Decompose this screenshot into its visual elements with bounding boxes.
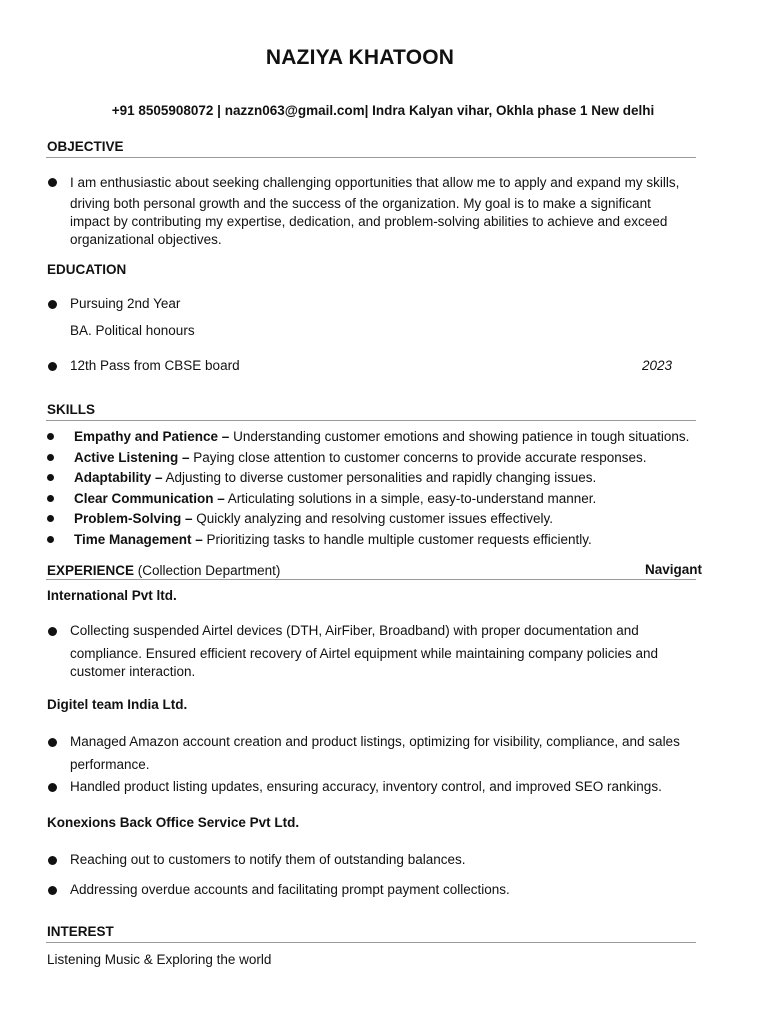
skill-description: Paying close attention to customer concerns to provide accurate responses. bbox=[189, 450, 647, 465]
company-1-name-part-2: International Pvt ltd. bbox=[47, 588, 177, 603]
skill-title: Active Listening – bbox=[74, 450, 190, 465]
objective-line-3: impact by contributing my expertise, dedication, and problem-solving abilities to achieve and exceed bbox=[70, 214, 668, 229]
bullet-icon bbox=[48, 362, 57, 371]
experience-divider bbox=[46, 579, 696, 580]
job-3-item-2: Addressing overdue accounts and facilitating prompt payment collections. bbox=[70, 882, 510, 897]
skill-description: Quickly analyzing and resolving customer issues effectively. bbox=[192, 511, 553, 526]
bullet-icon bbox=[47, 454, 54, 461]
bullet-icon bbox=[48, 300, 57, 309]
skill-description: Prioritizing tasks to handle multiple customer requests efficiently. bbox=[202, 532, 592, 547]
skill-description: Understanding customer emotions and showing patience in tough situations. bbox=[229, 429, 690, 444]
skill-title: Problem-Solving – bbox=[74, 511, 193, 526]
education-item-2: 12th Pass from CBSE board bbox=[70, 358, 240, 373]
bullet-icon bbox=[47, 515, 54, 522]
objective-divider bbox=[46, 157, 696, 158]
bullet-icon bbox=[48, 886, 57, 895]
job-1-line-3: customer interaction. bbox=[70, 664, 196, 679]
experience-heading-row bbox=[47, 562, 280, 581]
experience-heading: EXPERIENCE bbox=[47, 563, 135, 578]
experience-department: (Collection Department) bbox=[134, 563, 281, 578]
skill-title: Empathy and Patience – bbox=[74, 429, 230, 444]
candidate-name: NAZIYA KHATOON bbox=[265, 46, 455, 69]
objective-line-2: driving both personal growth and the success of the organization. My goal is to make a significant bbox=[70, 196, 651, 211]
skill-title: Time Management – bbox=[74, 532, 203, 547]
contact-line: +91 8505908072 | nazzn063@gmail.com| Indra Kalyan vihar, Okhla phase 1 New delhi bbox=[111, 103, 655, 118]
skill-title: Adaptability – bbox=[74, 470, 163, 485]
bullet-icon bbox=[47, 536, 54, 543]
objective-line-1: I am enthusiastic about seeking challenging opportunities that allow me to apply and expand my skills, bbox=[70, 175, 680, 190]
skill-description: Articulating solutions in a simple, easy-to-understand manner. bbox=[224, 491, 597, 506]
company-1-name-part-1: Navigant bbox=[645, 562, 703, 577]
job-3-item-1: Reaching out to customers to notify them of outstanding balances. bbox=[70, 852, 466, 867]
skill-item bbox=[74, 449, 647, 468]
bullet-icon bbox=[48, 178, 57, 187]
education-item-1-line-2: BA. Political honours bbox=[70, 323, 195, 338]
job-2-item-1-line-1: Managed Amazon account creation and product listings, optimizing for visibility, compliance, and sales bbox=[70, 734, 680, 749]
interest-divider bbox=[46, 942, 696, 943]
bullet-icon bbox=[47, 495, 54, 502]
skill-item bbox=[74, 428, 689, 447]
education-item-1-line-1: Pursuing 2nd Year bbox=[70, 296, 181, 311]
job-2-item-1-line-2: performance. bbox=[70, 757, 150, 772]
bullet-icon bbox=[48, 738, 57, 747]
bullet-icon bbox=[48, 856, 57, 865]
education-heading: EDUCATION bbox=[47, 262, 127, 277]
company-2-name: Digitel team India Ltd. bbox=[47, 697, 188, 712]
company-3-name: Konexions Back Office Service Pvt Ltd. bbox=[47, 815, 300, 830]
education-item-2-year: 2023 bbox=[642, 358, 673, 373]
skill-title: Clear Communication – bbox=[74, 491, 225, 506]
bullet-icon bbox=[47, 474, 54, 481]
skill-item bbox=[74, 510, 553, 529]
skill-description: Adjusting to diverse customer personalities and rapidly changing issues. bbox=[162, 470, 597, 485]
job-2-item-2: Handled product listing updates, ensuring accuracy, inventory control, and improved SEO rankings. bbox=[70, 779, 662, 794]
job-1-line-1: Collecting suspended Airtel devices (DTH, AirFiber, Broadband) with proper documentation and bbox=[70, 623, 639, 638]
skill-item bbox=[74, 490, 596, 509]
interest-heading: INTEREST bbox=[47, 924, 114, 939]
skills-divider bbox=[46, 420, 696, 421]
bullet-icon bbox=[47, 433, 54, 440]
objective-line-4: organizational objectives. bbox=[70, 232, 222, 247]
skill-item bbox=[74, 469, 596, 488]
bullet-icon bbox=[48, 627, 57, 636]
bullet-icon bbox=[48, 783, 57, 792]
objective-heading: OBJECTIVE bbox=[47, 139, 124, 154]
interest-text: Listening Music & Exploring the world bbox=[47, 952, 272, 967]
skill-item bbox=[74, 531, 592, 550]
skills-heading: SKILLS bbox=[47, 402, 96, 417]
job-1-line-2: compliance. Ensured efficient recovery of Airtel equipment while maintaining company policies and bbox=[70, 646, 659, 661]
